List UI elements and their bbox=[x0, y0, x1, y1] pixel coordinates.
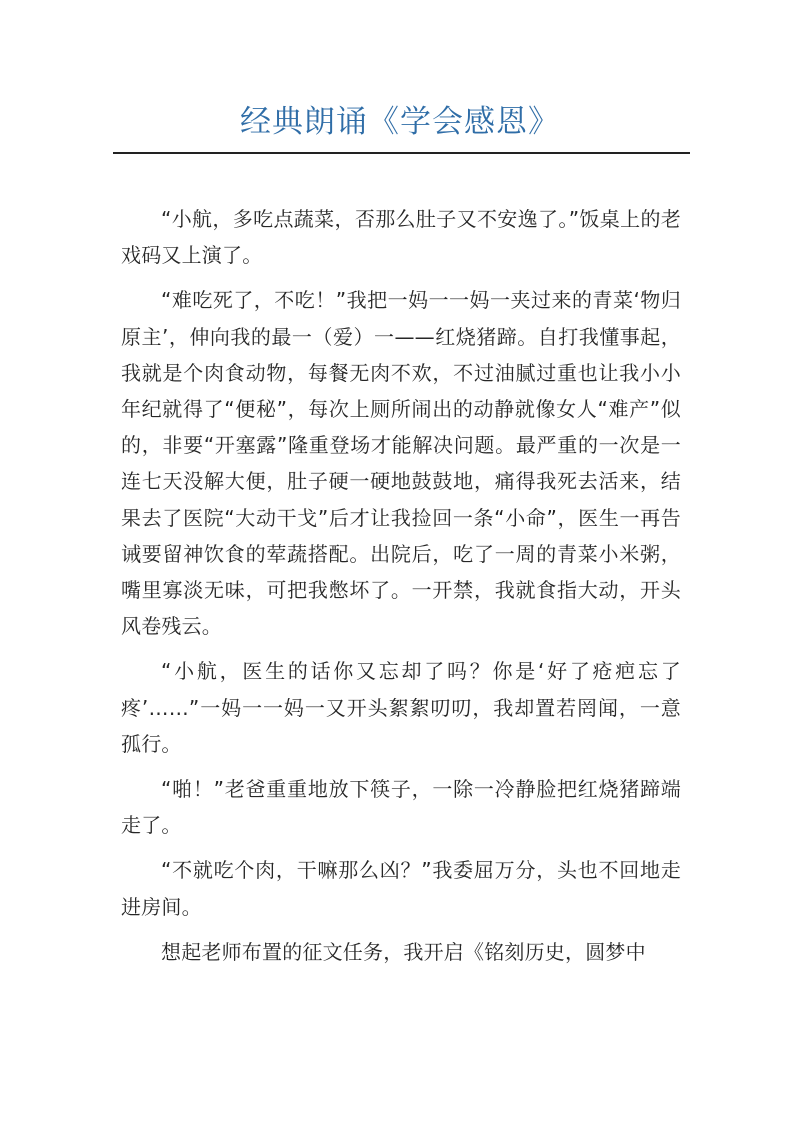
paragraph: “难吃死了，不吃！”我把一妈一一妈一夹过来的青菜‘物归原主’，伸向我的最一（爱）一——红烧猪蹄。自打我懂事起，我就是个肉食动物，每餐无肉不欢，不过油腻过重也让我小小年纪就得了“便秘”，每次上厕所闹出的动静就像女人“难产”似的，非要“开塞露”隆重登场才能解决问题。最严重的一次是一连七天没解大便，肚子硬一硬地鼓鼓地，痛得我死去活来，结果去了医院“大动干戈”后才让我捡回一条“小命”，医生一再告诫要留神饮食的荤蔬搭配。出院后，吃了一周的青菜小米粥，嘴里寡淡无味，可把我憋坏了。一开禁，我就食指大动，开头风卷残云。 bbox=[121, 288, 681, 639]
paragraph: “不就吃个肉，干嘛那么凶？”我委屈万分，头也不回地走进房间。 bbox=[121, 858, 681, 919]
title-underline-divider bbox=[113, 152, 690, 154]
paragraph: “小航，多吃点蔬菜，否那么肚子又不安逸了。”饭桌上的老戏码又上演了。 bbox=[121, 207, 681, 268]
paragraph: 想起老师布置的征文任务，我开启《铭刻历史，圆梦中 bbox=[161, 939, 646, 964]
paragraph: “小航，医生的话你又忘却了吗？你是‘好了疮疤忘了疼’……”一妈一一妈一又开头絮絮叨叨，我却置若罔闻，一意孤行。 bbox=[121, 659, 681, 756]
document-title: 经典朗诵《学会感恩》 bbox=[240, 104, 560, 140]
paragraph: “啪！”老爸重重地放下筷子，一除一冷静脸把红烧猪蹄端走了。 bbox=[121, 777, 681, 838]
document-body bbox=[121, 201, 681, 979]
